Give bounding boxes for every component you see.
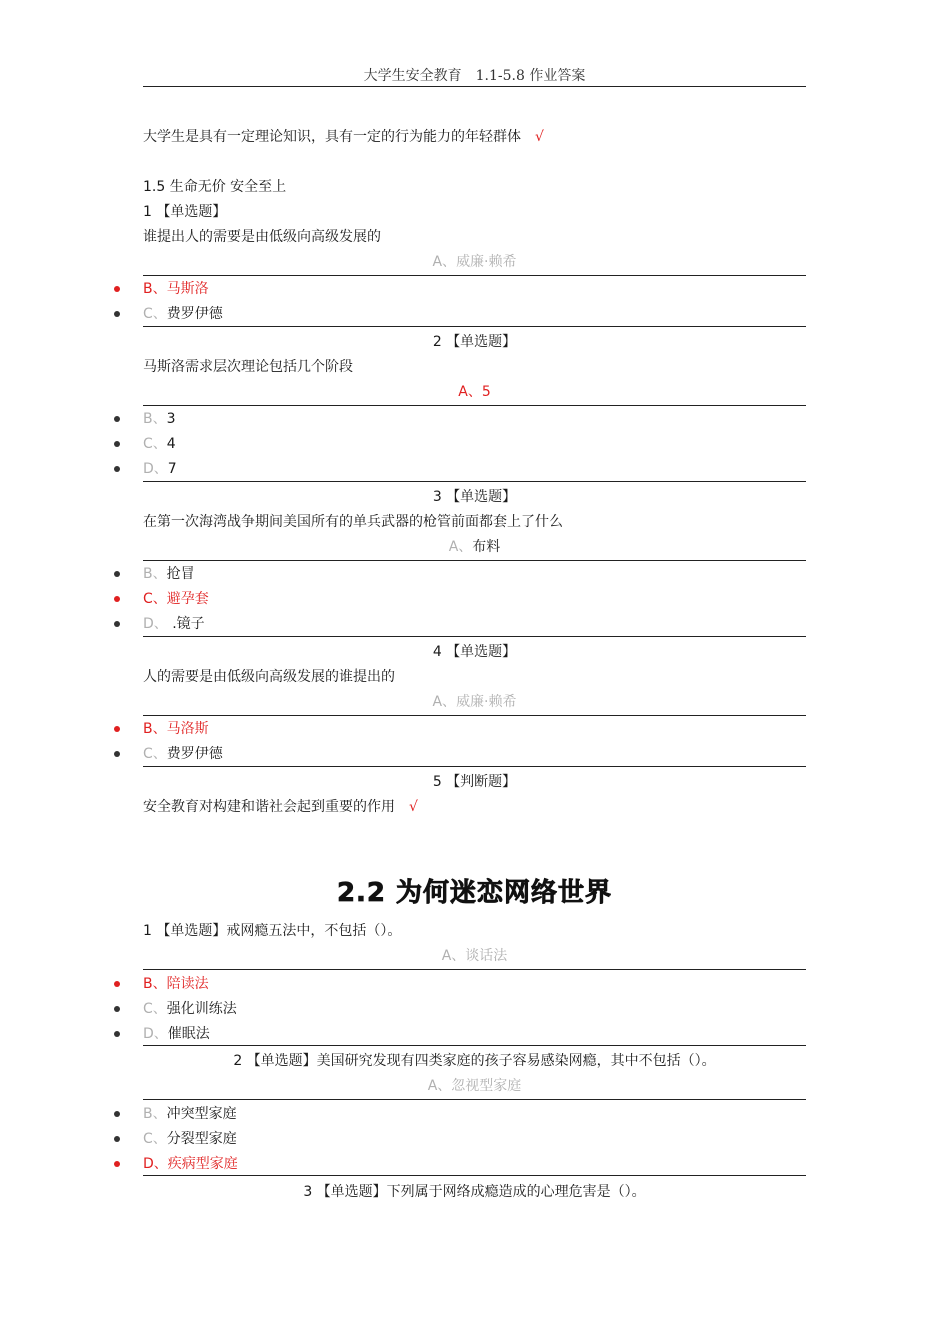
- question-text: 1 【单选题】戒网瘾五法中，不包括（）。: [143, 923, 402, 939]
- divider: [143, 275, 806, 276]
- bullet-icon: [114, 416, 120, 422]
- option-b-correct: B、马洛斯: [143, 721, 209, 737]
- bullet-icon: [114, 596, 120, 602]
- option-key: D、: [143, 616, 168, 632]
- option-b: [143, 410, 176, 428]
- divider: [143, 969, 806, 970]
- option-c: [143, 745, 223, 763]
- bullet-icon: [114, 751, 120, 757]
- question-label: 1 【单选题】: [143, 204, 227, 220]
- bullet-icon: [114, 621, 120, 627]
- option-key: A、: [441, 948, 466, 964]
- option-text: 7: [167, 461, 177, 477]
- divider: [143, 560, 806, 561]
- option-text: 3: [166, 411, 176, 427]
- option-text: 威廉·赖希: [456, 254, 517, 270]
- option-a: [143, 253, 806, 271]
- option-b-correct: B、马斯洛: [143, 281, 209, 297]
- option-key: B、: [143, 566, 167, 582]
- option-key: B、: [143, 411, 167, 427]
- question-label: 2 【单选题】: [432, 334, 517, 350]
- bullet-icon: [114, 1031, 120, 1037]
- bullet-icon: [114, 441, 120, 447]
- page-header: 大学生安全教育 1.1-5.8 作业答案: [143, 66, 806, 87]
- divider: [143, 405, 806, 406]
- option-key: A、: [432, 254, 457, 270]
- option-text: 费罗伊德: [166, 746, 223, 762]
- option-c: [143, 305, 223, 323]
- bullet-icon: [114, 286, 120, 292]
- option-a: [143, 538, 806, 556]
- question-text: 人的需要是由低级向高级发展的谁提出的: [143, 669, 395, 685]
- option-c: [143, 1130, 237, 1148]
- bullet-icon: [114, 571, 120, 577]
- correct-check-mark: √: [409, 799, 418, 815]
- option-d: [143, 615, 205, 633]
- option-c-correct: C、避孕套: [143, 591, 209, 607]
- divider: [143, 1099, 806, 1100]
- option-text: 费罗伊德: [166, 306, 223, 322]
- option-b: [143, 565, 195, 583]
- option-key: C、: [143, 746, 167, 762]
- option-key: C、: [143, 1131, 167, 1147]
- bullet-icon: [114, 1006, 120, 1012]
- question-text: 谁提出人的需要是由低级向高级发展的: [143, 229, 381, 245]
- section-heading-1-5: 1.5 生命无价 安全至上: [143, 179, 287, 195]
- correct-check-mark: √: [535, 129, 544, 145]
- option-a: [143, 947, 806, 965]
- question-label: 4 【单选题】: [432, 644, 517, 660]
- divider: [143, 636, 806, 637]
- question-statement: 安全教育对构建和谐社会起到重要的作用: [143, 799, 395, 815]
- option-key: B、: [143, 1106, 167, 1122]
- option-key: A、: [427, 1078, 452, 1094]
- intro-text: 大学生是具有一定理论知识，具有一定的行为能力的年轻群体: [143, 129, 521, 145]
- option-key: C、: [143, 1001, 167, 1017]
- option-b: [143, 1105, 237, 1123]
- bullet-icon: [114, 311, 120, 317]
- option-c: [143, 1000, 237, 1018]
- divider: [143, 481, 806, 482]
- option-text: 冲突型家庭: [166, 1106, 237, 1122]
- intro-statement: [143, 128, 544, 146]
- option-c: [143, 435, 176, 453]
- question-label: 3 【单选题】: [432, 489, 517, 505]
- option-text: 布料: [472, 539, 501, 555]
- bullet-icon: [114, 726, 120, 732]
- option-d-correct: D、疾病型家庭: [143, 1156, 238, 1172]
- bullet-icon: [114, 1136, 120, 1142]
- option-text: .镜子: [167, 616, 205, 632]
- bullet-icon: [114, 466, 120, 472]
- bullet-icon: [114, 1161, 120, 1167]
- option-text: 忽视型家庭: [451, 1078, 522, 1094]
- divider: [143, 715, 806, 716]
- option-key: C、: [143, 306, 167, 322]
- option-text: 抢冒: [166, 566, 195, 582]
- question-label: 5 【判断题】: [432, 774, 517, 790]
- option-key: A、: [448, 539, 473, 555]
- option-text: 4: [166, 436, 176, 452]
- question-text: 2 【单选题】美国研究发现有四类家庭的孩子容易感染网瘾，其中不包括（）。: [233, 1053, 716, 1069]
- option-a: [143, 693, 806, 711]
- option-text: 威廉·赖希: [456, 694, 517, 710]
- question-text: [143, 798, 418, 816]
- bullet-icon: [114, 1111, 120, 1117]
- divider: [143, 1175, 806, 1176]
- option-key: D、: [143, 1026, 168, 1042]
- option-text: 强化训练法: [166, 1001, 237, 1017]
- option-text: 分裂型家庭: [166, 1131, 237, 1147]
- option-d: [143, 1025, 210, 1043]
- option-b-correct: B、陪读法: [143, 976, 209, 992]
- section-title-2-2: 2.2 为何迷恋网络世界: [336, 878, 613, 908]
- divider: [143, 766, 806, 767]
- question-text: 3 【单选题】下列属于网络成瘾造成的心理危害是（）。: [303, 1184, 646, 1200]
- option-key: C、: [143, 436, 167, 452]
- option-text: 谈话法: [465, 948, 508, 964]
- divider: [143, 1045, 806, 1046]
- option-key: A、: [432, 694, 457, 710]
- option-d: [143, 460, 177, 478]
- divider: [143, 326, 806, 327]
- question-text: 在第一次海湾战争期间美国所有的单兵武器的枪管前面都套上了什么: [143, 514, 563, 530]
- option-key: D、: [143, 461, 168, 477]
- option-a: [143, 1077, 806, 1095]
- option-a-correct: A、5: [458, 384, 491, 400]
- bullet-icon: [114, 981, 120, 987]
- option-text: 催眠法: [167, 1026, 210, 1042]
- question-text: 马斯洛需求层次理论包括几个阶段: [143, 359, 353, 375]
